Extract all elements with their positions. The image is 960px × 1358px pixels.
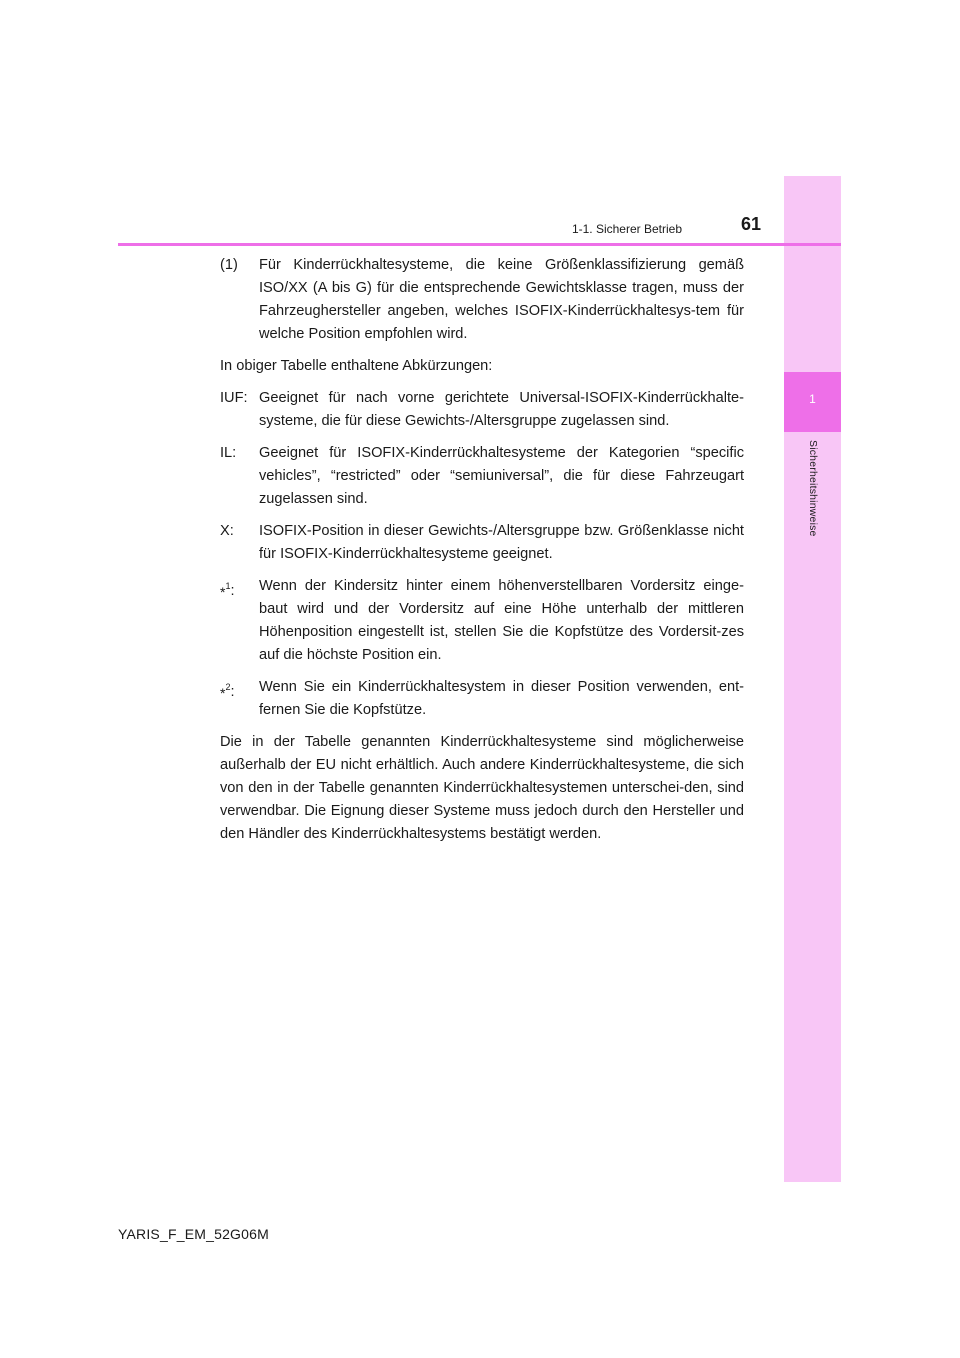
abbreviation-text: Geeignet für nach vorne gerichtete Universal-ISOFIX-Kinderrückhalte-systeme, die für diese Gewichts-/Altersgruppe zugelassen sind. — [259, 390, 744, 429]
footnote-1 — [220, 575, 744, 667]
note-text: Für Kinderrückhaltesysteme, die keine Größenklassifizierung gemäß ISO/XX (A bis G) für die entsprechende Gewichtsklasse tragen, muss der Fahrzeughersteller angeben, welches ISOFIX-Kinderrückhaltesys-tem für welche Position empfohlen wird. — [259, 257, 744, 342]
footnote-number: 1 — [225, 581, 231, 591]
footnote-text: Wenn der Kindersitz hinter einem höhenverstellbaren Vordersitz einge-baut wird und der Vordersitz auf eine Höhe unterhalb der mittleren Höhenposition eingestellt ist, stellen Sie die Kopfstütze des Vordersit-zes auf die höchste Position ein. — [259, 578, 744, 663]
page-number: 61 — [740, 214, 761, 234]
footer-doc-code: YARIS_F_EM_52G06M — [118, 1226, 269, 1242]
footnote-star: * — [220, 685, 226, 701]
chapter-side-tab — [784, 176, 841, 1182]
abbreviation-term: X: — [220, 523, 234, 539]
footnote-2 — [220, 676, 744, 722]
chapter-title: Sicherheitshinweise — [807, 440, 819, 537]
footnote-marker: *$^1$: — [220, 581, 235, 600]
abbreviation-il — [220, 442, 744, 511]
abbreviation-term: IUF: — [220, 390, 248, 406]
abbreviation-intro: In obiger Tabelle enthaltene Abkürzungen: — [220, 358, 493, 374]
header-section-title: 1-1. Sicherer Betrieb — [571, 222, 682, 236]
abbreviation-x — [220, 520, 744, 566]
footnote-text: Wenn Sie ein Kinderrückhaltesystem in dieser Position verwenden, ent-fernen Sie die Kopfstütze. — [259, 679, 744, 718]
abbreviation-text: ISOFIX-Position in dieser Gewichts-/Altersgruppe bzw. Größenklasse nicht für ISOFIX-Kinderrückhaltesysteme geeignet. — [259, 523, 744, 562]
header-divider — [118, 243, 841, 246]
footnote-number: 2 — [225, 682, 231, 692]
note-marker: (1) — [220, 257, 238, 273]
page-content — [220, 254, 744, 855]
abbreviation-term: IL: — [220, 445, 237, 461]
chapter-title-vertical — [805, 440, 821, 580]
note-1 — [220, 254, 744, 346]
closing-paragraph: Die in der Tabelle genannten Kinderrückhaltesysteme sind möglicherweise außerhalb der EU nicht erhältlich. Auch andere Kinderrückhaltesysteme, die sich von den in der Tabelle genannten Kinderrückhaltesystemen unterschei-den, sind verwendbar. Die Eignung dieser Systeme muss jedoch durch den Hersteller und den Händler des Kinderrückhaltesystems bestätigt werden. — [220, 734, 744, 842]
footnote-star: * — [220, 584, 226, 600]
abbreviation-iuf — [220, 387, 744, 433]
footnote-marker: *$^2$: — [220, 682, 235, 701]
abbreviation-text: Geeignet für ISOFIX-Kinderrückhaltesysteme der Kategorien “specific vehicles”, “restricted” oder “semiuniversal”, die für diese Fahrzeugart zugelassen sind. — [259, 445, 744, 507]
chapter-number: 1 — [809, 392, 816, 406]
